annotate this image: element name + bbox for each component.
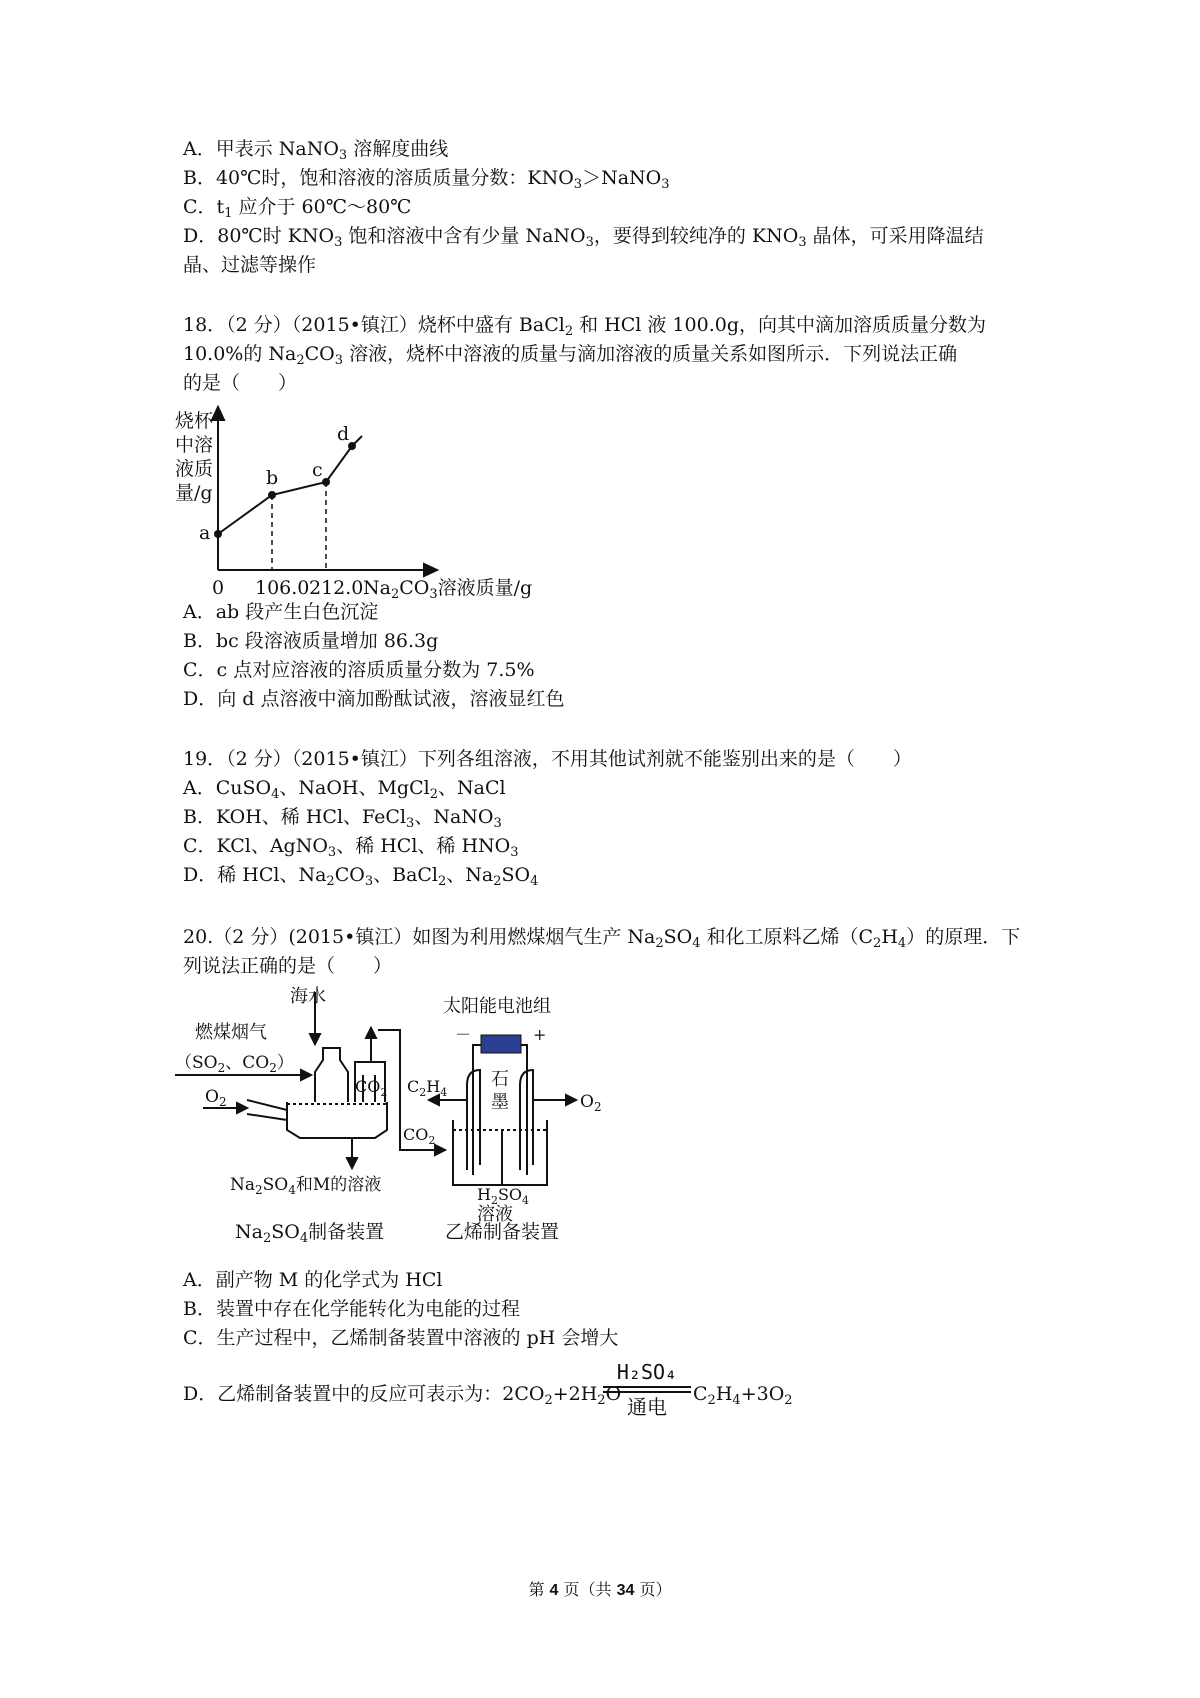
q19-option-c: C．KCl、AgNO$_3$、稀 HCl、稀 $HNO_3$: [183, 835, 519, 860]
y-axis-arrow: [212, 407, 224, 420]
c2h4-outlet-arrow: [429, 1095, 439, 1105]
solar-panel-icon: [481, 1035, 521, 1053]
label-d: d: [337, 423, 350, 445]
q20-apparatus-diagram: [175, 980, 645, 1245]
label-co2-pipe: $CO_2$: [403, 1125, 436, 1147]
q20-option-a: A．副产物 M 的化学式为 HCl: [183, 1269, 443, 1291]
page-footer: 第 4 页（共 34 页）: [528, 1580, 672, 1599]
label-h2so4-solution: 溶液: [477, 1204, 513, 1225]
page-number: 4: [549, 1582, 559, 1599]
point-c: [322, 478, 330, 486]
label-solar: 太阳能电池组: [443, 996, 551, 1017]
o2-inlet-arrow: [237, 1103, 247, 1113]
q18-stem-line3: 的是（ ）: [183, 372, 298, 394]
equals-sign: [603, 1386, 691, 1393]
condition-electrolysis: 通电: [627, 1395, 667, 1419]
q18-stem-line2: 10.0%的 $Na_2CO_3$ 溶液，烧杯中溶液的质量与滴加溶液的质量关系如图所示．下列说法正确: [183, 343, 958, 368]
q18-option-c: C．c 点对应溶液的溶质质量分数为 7.5%: [183, 659, 535, 681]
seawater-arrow: [310, 1034, 320, 1044]
q20-stem-line1: 20.（2 分）(2015•镇江）如图为利用燃煤烟气生产 $Na_2SO_4$ 和化工原料乙烯$(C_2H_4)$的原理．下: [183, 926, 1021, 951]
q20-option-b: B．装置中存在化学能转化为电能的过程: [183, 1298, 520, 1320]
q19-option-a: A．CuSO$_4$、NaOH、MgCl$_2$、NaCl: [183, 777, 506, 802]
x-axis-label: $Na_2CO_3$溶液质量/g: [363, 577, 533, 600]
y-label-4: 量/g: [175, 482, 213, 504]
o2-outlet-arrow: [566, 1095, 576, 1105]
solution-outlet-arrow: [347, 1158, 357, 1168]
label-solution-out: $Na_2SO_4$和M的溶液: [230, 1175, 382, 1197]
q19-option-d: D．稀 HCl、$Na_2CO_3$、BaCl$_2$、$Na_2SO_4$: [183, 864, 539, 889]
label-plus: +: [533, 1025, 547, 1044]
label-seawater: 海水: [290, 986, 326, 1007]
label-flue-formula: （$SO_2$、$CO_2$）: [175, 1053, 294, 1075]
co2-outlet-arrow: [366, 1028, 376, 1038]
label-minus: －: [455, 1025, 472, 1044]
q18-graph: [175, 405, 565, 600]
label-graphite-1: 石: [491, 1069, 509, 1090]
label-b: b: [266, 467, 279, 489]
label-o2-in: $O_2$: [205, 1087, 227, 1109]
q19-stem: 19．（2 分）（2015•镇江）下列各组溶液，不用其他试剂就不能鉴别出来的是（ ）: [183, 748, 912, 770]
flue-gas-arrow: [301, 1070, 311, 1080]
spray-tower: [315, 1048, 348, 1102]
label-h2so4: $H_2SO_4$: [477, 1185, 530, 1207]
q17-option-d-cont: 晶、过滤等操作: [183, 254, 317, 276]
q18-option-d: D．向 d 点溶液中滴加酚酞试液，溶液显红色: [183, 688, 565, 710]
label-flue-gas: 燃煤烟气: [195, 1022, 267, 1043]
total-pages: 34: [616, 1582, 635, 1599]
q17-option-b: B．40℃时，饱和溶液的溶质质量分数：$KNO_3>NaNO_3$: [183, 167, 670, 192]
caption-right: 乙烯制备装置: [445, 1221, 560, 1243]
co2-transfer-arrow: [435, 1145, 445, 1155]
x-axis-arrow: [424, 564, 437, 576]
point-b: [268, 491, 276, 499]
label-graphite-2: 墨: [491, 1092, 509, 1113]
point-d: [348, 442, 356, 450]
o2-pipe: [247, 1100, 287, 1120]
label-c: c: [312, 459, 323, 481]
y-label-2: 中溶: [175, 434, 214, 456]
q19-option-b: B．KOH、稀 HCl、FeCl$_3$、NaNO$_3$: [183, 806, 502, 831]
reaction-condition: [603, 1360, 691, 1419]
q17-option-c: C．$t_1$ 应介于 60℃～80℃: [183, 196, 412, 221]
label-c2h4: $C_2H_4$: [407, 1077, 448, 1099]
label-a: a: [199, 522, 211, 544]
caption-left: $Na_2SO_4$制备装置: [235, 1221, 385, 1245]
label-co2-top: $CO_2$: [355, 1077, 388, 1099]
q20-stem-line2: 列说法正确的是（ ）: [183, 955, 393, 977]
q18-option-b: B．bc 段溶液质量增加 86.3g: [183, 630, 439, 652]
q17-option-a: A．甲表示 NaNO$_3$ 溶解度曲线: [183, 138, 449, 163]
condition-catalyst: H₂SO₄: [616, 1360, 678, 1384]
tick-212: 212.0: [309, 577, 364, 599]
mass-curve: [218, 436, 362, 534]
q18-stem-line1: 18．（2 分）（2015•镇江）烧杯中盛有 BaCl$_2$ 和 HCl 液 100.0g，向其中滴加溶质质量分数为: [183, 314, 986, 339]
y-label-3: 液质: [175, 458, 214, 480]
y-label-1: 烧杯: [175, 410, 214, 432]
left-tank: [287, 1102, 387, 1138]
q20-option-c: C．生产过程中，乙烯制备装置中溶液的 pH 会增大: [183, 1327, 619, 1349]
q17-option-d: D．80℃时 $KNO_3$ 饱和溶液中含有少量 NaNO$_3$，要得到较纯净的 $KNO_3$ 晶体，可采用降温结: [183, 225, 984, 250]
label-o2-out: $O_2$: [580, 1092, 602, 1114]
point-a: [214, 530, 222, 538]
tick-106: 106.0: [255, 577, 310, 599]
q18-option-a: A．ab 段产生白色沉淀: [183, 601, 379, 623]
origin-label: 0: [212, 577, 225, 599]
